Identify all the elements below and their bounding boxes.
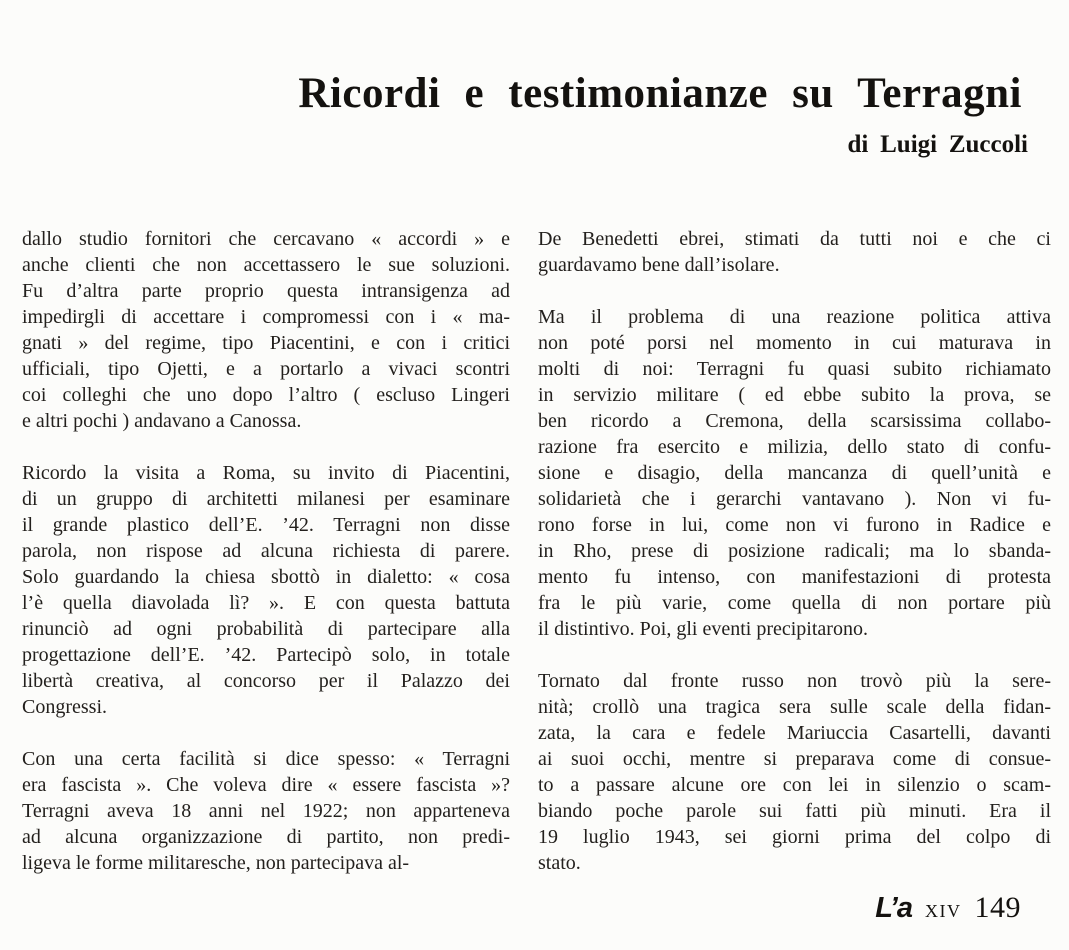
- text-line: Terragni aveva 18 anni nel 1922; non apparteneva: [22, 800, 510, 822]
- text-line: ufficiali, tipo Ojetti, e a portarlo a vivaci scontri: [22, 358, 510, 380]
- text-line: coi colleghi che uno dopo l’altro ( escluso Lingeri: [22, 384, 510, 406]
- text-line: non poté porsi nel momento in cui maturava in: [538, 332, 1051, 354]
- text-line: Solo guardando la chiesa sbottò in dialetto: « cosa: [22, 566, 510, 588]
- text-line: ligeva le forme militaresche, non partecipava al-: [22, 852, 410, 874]
- text-line: dallo studio fornitori che cercavano « accordi » e: [22, 228, 510, 250]
- text-line: razione fra esercito e milizia, dello stato di confu-: [538, 436, 1051, 458]
- article-header: [298, 70, 1028, 159]
- page-number: 149: [974, 891, 1021, 924]
- text-line: Congressi.: [22, 696, 107, 718]
- text-line: libertà creativa, al concorso per il Palazzo dei: [22, 670, 510, 692]
- text-line: gnati » del regime, tipo Piacentini, e con i critici: [22, 332, 510, 354]
- text-line: De Benedetti ebrei, stimati da tutti noi e che ci: [538, 228, 1051, 250]
- text-line: rono forse in lui, come non vi furono in Radice e: [538, 514, 1051, 536]
- journal-logo: L’a: [875, 892, 912, 924]
- page-title: Ricordi e testimonianze su Terragni: [298, 70, 1022, 117]
- text-column-left: [22, 226, 510, 876]
- text-line: 19 luglio 1943, sei giorni prima del colpo di: [538, 826, 1051, 848]
- text-line: il distintivo. Poi, gli eventi precipitarono.: [538, 618, 868, 640]
- text-line: mento fu intenso, con manifestazioni di protesta: [538, 566, 1051, 588]
- text-line: Tornato dal fronte russo non trovò più la sere-: [538, 670, 1051, 692]
- text-line: Con una certa facilità si dice spesso: « Terragni: [22, 748, 510, 770]
- text-line: Ricordo la visita a Roma, su invito di Piacentini,: [22, 462, 510, 484]
- paragraph: [538, 668, 1051, 876]
- paragraph: [538, 304, 1051, 642]
- text-line: stato.: [538, 852, 581, 874]
- article-body: [22, 226, 1051, 876]
- text-line: to a passare alcune ore con lei in silenzio o scam-: [538, 774, 1051, 796]
- text-line: in servizio militare ( ed ebbe subito la prova, se: [538, 384, 1051, 406]
- text-line: anche clienti che non accettassero le sue soluzioni.: [22, 254, 510, 276]
- text-line: biando poche parole sui fatti più minuti. Era il: [538, 800, 1051, 822]
- text-line: e altri pochi ) andavano a Canossa.: [22, 410, 302, 432]
- text-line: ad alcuna organizzazione di partito, non predi-: [22, 826, 510, 848]
- text-line: l’è quella diavolada lì? ». E con questa battuta: [22, 592, 510, 614]
- text-line: ai suoi occhi, mentre si preparava come di consue-: [538, 748, 1051, 770]
- text-line: Ma il problema di una reazione politica attiva: [538, 306, 1051, 328]
- text-line: di un gruppo di architetti milanesi per esaminare: [22, 488, 510, 510]
- text-line: il grande plastico dell’E. ’42. Terragni non disse: [22, 514, 510, 536]
- text-line: zata, la cara e fedele Mariuccia Casartelli, davanti: [538, 722, 1051, 744]
- text-line: rinunciò ad ogni probabilità di partecipare alla: [22, 618, 510, 640]
- text-line: fra le più varie, come quella di non portare più: [538, 592, 1051, 614]
- text-line: impedirgli di accettare i compromessi con i « ma-: [22, 306, 510, 328]
- text-line: progettazione dell’E. ’42. Partecipò solo, in totale: [22, 644, 510, 666]
- page-footer: [875, 891, 1021, 925]
- text-line: in Rho, prese di posizione radicali; ma lo sbanda-: [538, 540, 1051, 562]
- paragraph: [22, 460, 510, 720]
- text-column-right: [538, 226, 1051, 876]
- text-line: Fu d’altra parte proprio questa intransigenza ad: [22, 280, 510, 302]
- volume-numeral: XIV: [925, 901, 962, 921]
- text-line: guardavamo bene dall’isolare.: [538, 254, 780, 276]
- text-line: ben ricordo a Cremona, della scarsissima collabo-: [538, 410, 1051, 432]
- text-line: solidarietà che i gerarchi vantavano ). Non vi fu-: [538, 488, 1051, 510]
- paragraph: [22, 746, 510, 876]
- text-line: sione e disagio, della mancanza di quell’unità e: [538, 462, 1051, 484]
- paragraph: [538, 226, 1051, 278]
- text-line: nità; crollò una tragica sera sulle scale della fidan-: [538, 696, 1051, 718]
- article-byline: di Luigi Zuccoli: [847, 131, 1028, 159]
- paragraph: [22, 226, 510, 434]
- text-line: molti di noi: Terragni fu quasi subito richiamato: [538, 358, 1051, 380]
- text-line: parola, non rispose ad alcuna richiesta di parere.: [22, 540, 510, 562]
- text-line: era fascista ». Che voleva dire « essere fascista »?: [22, 774, 510, 796]
